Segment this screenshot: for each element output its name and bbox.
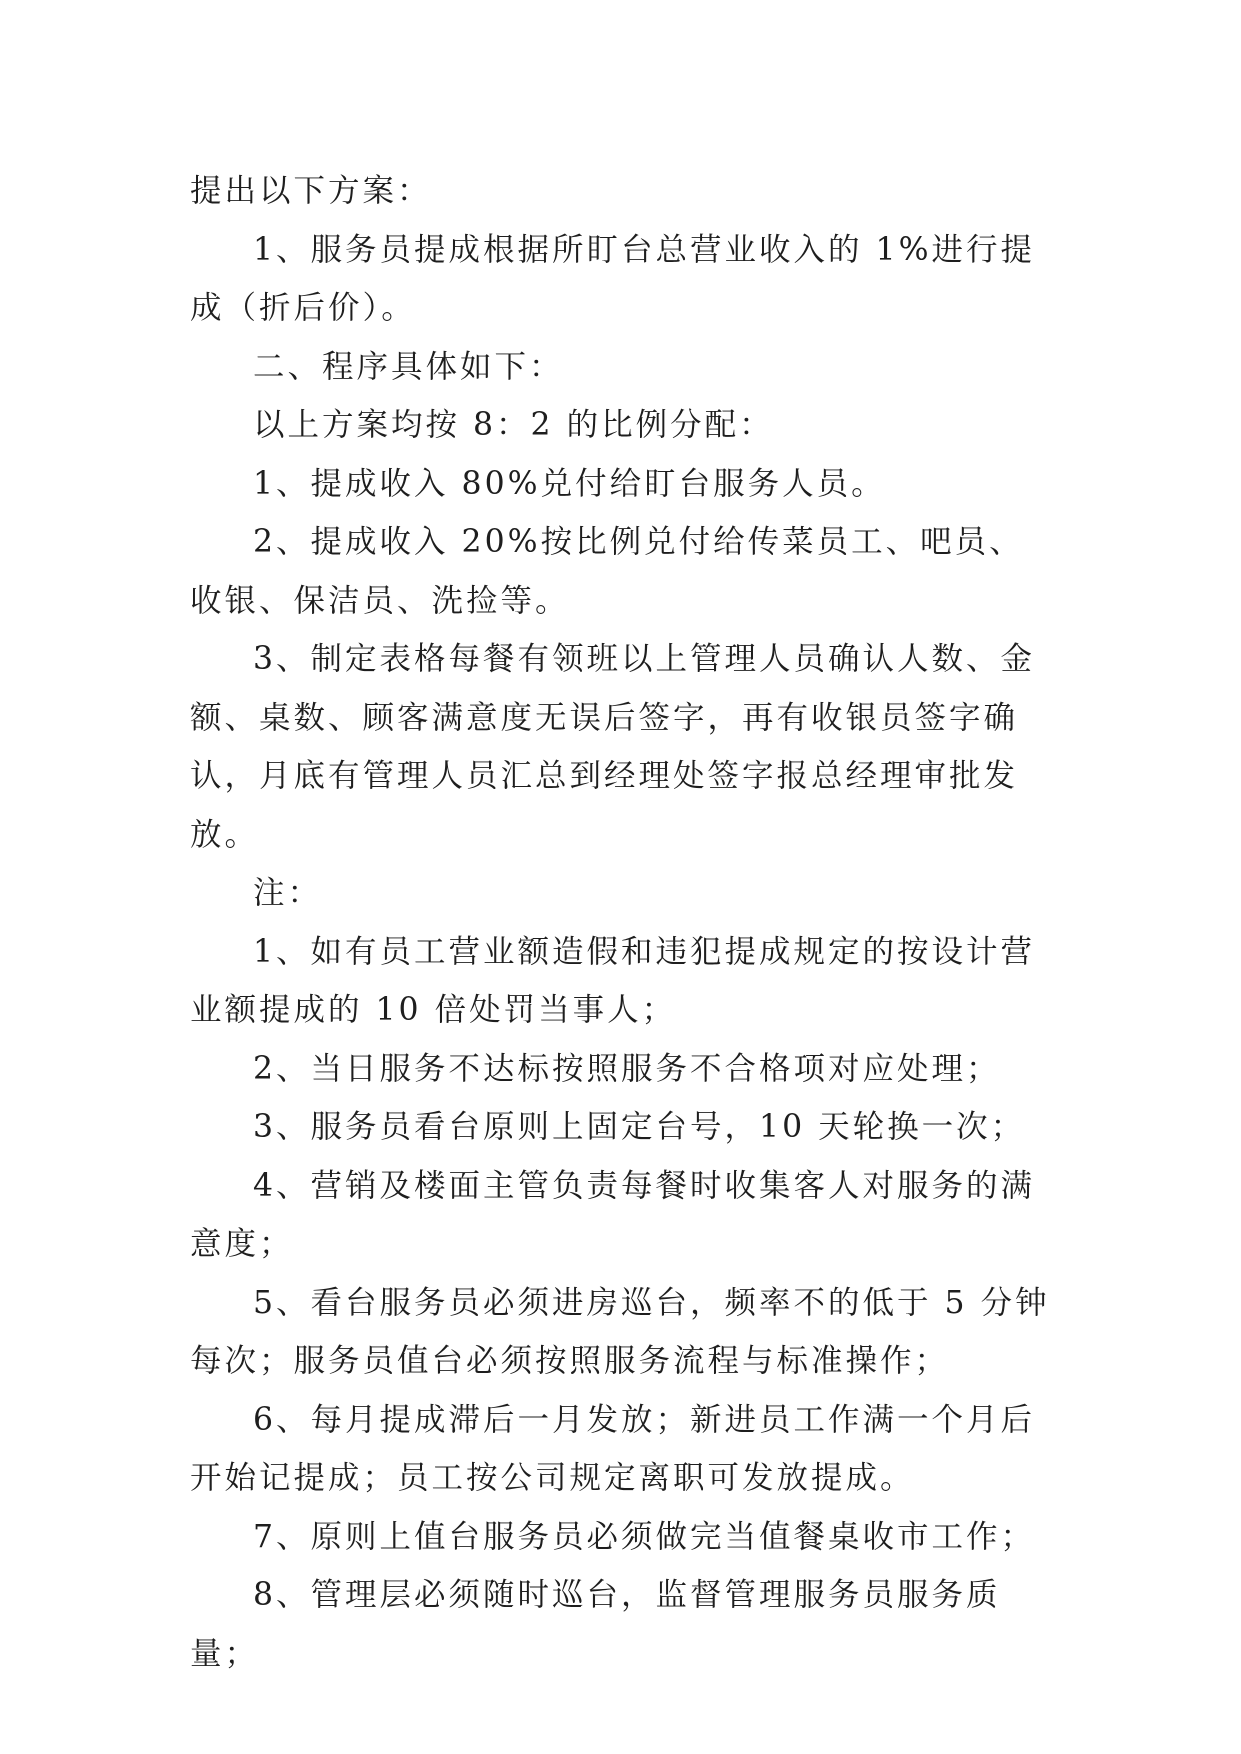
note-item-7: 7、原则上值台服务员必须做完当值餐桌收市工作； xyxy=(253,1518,1036,1555)
notes-heading: 注： xyxy=(253,875,323,911)
allocation-item-2: 2、提成收入 20%按比例兑付给传菜员工、吧员、收银、保洁员、洗捡等。 xyxy=(190,524,1024,619)
paragraph-intro: 提出以下方案： xyxy=(190,173,432,209)
allocation-item-3: 3、制定表格每餐有领班以上管理人员确认人数、金额、桌数、顾客满意度无误后签字，再有收银员签字确认，月底有管理人员汇总到经理处签字报总经理审批发放。 xyxy=(190,641,1036,853)
note-item-8: 8、管理层必须随时巡台，监督管理服务员服务质量； xyxy=(190,1577,1001,1672)
document-body xyxy=(190,162,1050,1683)
note-item-4: 4、营销及楼面主管负责每餐时收集客人对服务的满意度； xyxy=(190,1167,1036,1262)
allocation-item-1: 1、提成收入 80%兑付给盯台服务人员。 xyxy=(253,465,886,502)
note-item-2: 2、当日服务不达标按照服务不合格项对应处理； xyxy=(253,1050,1001,1087)
section-heading-procedure: 二、程序具体如下： xyxy=(253,348,564,385)
paragraph-item-1: 1、服务员提成根据所盯台总营业收入的 1%进行提成（折后价）。 xyxy=(190,231,1036,326)
note-item-6: 6、每月提成滞后一月发放；新进员工作满一个月后开始记提成；员工按公司规定离职可发放提成。 xyxy=(190,1401,1036,1496)
note-item-1: 1、如有员工营业额造假和违犯提成规定的按设计营业额提成的 10 倍处罚当事人； xyxy=(190,933,1036,1028)
note-item-5: 5、看台服务员必须进房巡台，频率不的低于 5 分钟每次；服务员值台必须按照服务流程与标准操作； xyxy=(190,1284,1050,1379)
paragraph-allocation: 以上方案均按 8：2 的比例分配： xyxy=(253,407,774,443)
note-item-3: 3、服务员看台原则上固定台号，10 天轮换一次； xyxy=(253,1109,1026,1145)
